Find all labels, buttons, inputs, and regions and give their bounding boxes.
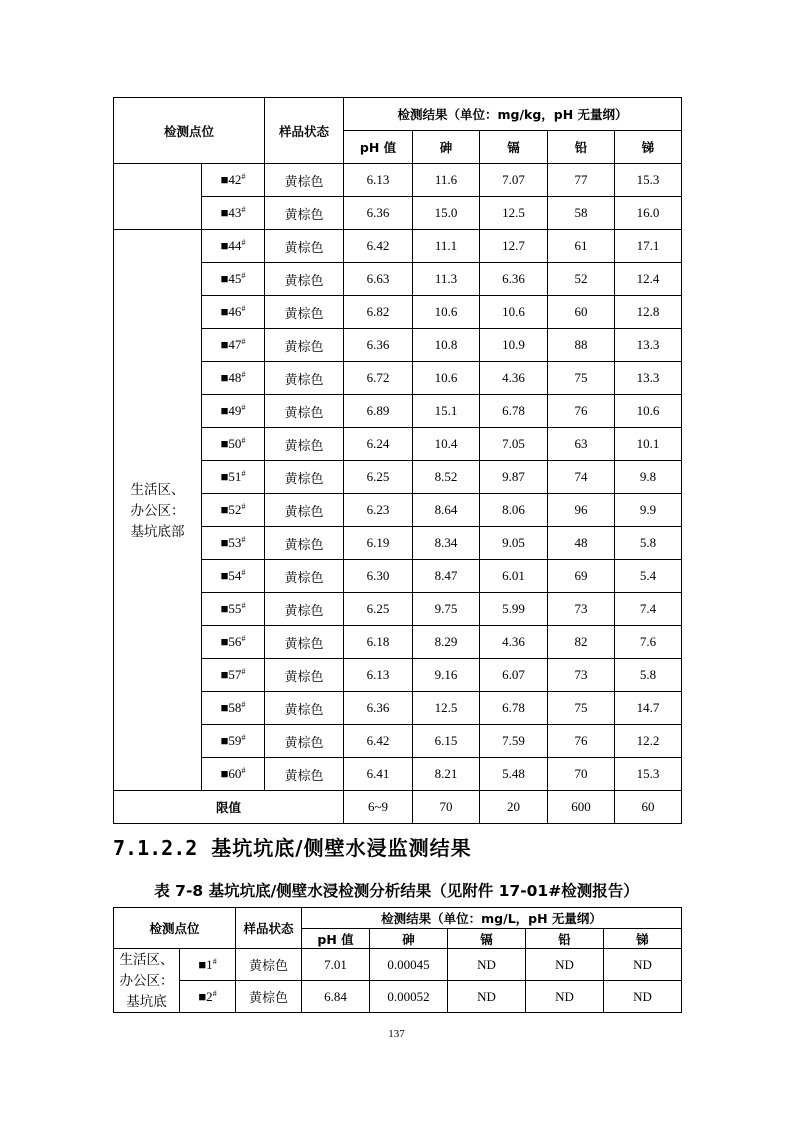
sample-id-text: ■57 <box>220 667 242 682</box>
limit-ph: 6~9 <box>344 791 413 824</box>
value-cd: 9.05 <box>480 527 548 560</box>
sample-id <box>202 362 265 395</box>
value-cd: 6.01 <box>480 560 548 593</box>
value-ph: 6.82 <box>344 296 413 329</box>
value-sb: 10.6 <box>615 395 682 428</box>
value-pb: 48 <box>548 527 615 560</box>
sample-id-mark: # <box>241 436 246 445</box>
sample-state: 黄棕色 <box>265 527 344 560</box>
value-as: 9.75 <box>413 593 480 626</box>
t2-header-results: 检测结果（单位：mg/L，pH 无量纲） <box>302 908 682 929</box>
value-sb: 15.3 <box>615 758 682 791</box>
value-cd: 5.48 <box>480 758 548 791</box>
value-pb: 88 <box>548 329 615 362</box>
sample-id-text: ■49 <box>220 403 242 418</box>
sample-id-text: ■2 <box>198 988 213 1004</box>
value-ph: 6.72 <box>344 362 413 395</box>
sample-id-text: ■44 <box>220 238 242 253</box>
sample-id-text: ■50 <box>220 436 242 451</box>
value-pb: 75 <box>548 362 615 395</box>
sample-state: 黄棕色 <box>265 725 344 758</box>
sample-id-mark: # <box>241 601 246 610</box>
sample-id <box>202 164 265 197</box>
sample-id-text: ■1 <box>198 956 213 972</box>
t2-header-col-sb: 锑 <box>604 929 682 949</box>
sample-id-mark: # <box>241 469 246 478</box>
value-ph: 6.30 <box>344 560 413 593</box>
value-sb: 16.0 <box>615 197 682 230</box>
empty-location-cell <box>114 164 202 230</box>
sample-id <box>202 263 265 296</box>
t2-header-sample-state: 样品状态 <box>236 908 302 949</box>
value-pb: 76 <box>548 725 615 758</box>
value-ph: 6.84 <box>302 981 370 1013</box>
sample-state: 黄棕色 <box>265 593 344 626</box>
limit-label: 限值 <box>114 791 344 824</box>
sample-state: 黄棕色 <box>236 981 302 1013</box>
value-sb: 9.9 <box>615 494 682 527</box>
sample-id-text: ■46 <box>220 304 242 319</box>
group-location: 生活区、办公区：基坑底 <box>114 949 180 1013</box>
value-sb: 7.4 <box>615 593 682 626</box>
value-as: 0.00045 <box>370 949 448 981</box>
sample-id-text: ■48 <box>220 370 242 385</box>
sample-id-mark: # <box>241 172 246 181</box>
value-pb: 60 <box>548 296 615 329</box>
sample-id-mark: # <box>241 634 246 643</box>
value-sb: 13.3 <box>615 362 682 395</box>
sample-id-mark: # <box>241 205 246 214</box>
value-as: 0.00052 <box>370 981 448 1013</box>
sample-state: 黄棕色 <box>265 395 344 428</box>
value-as: 8.47 <box>413 560 480 593</box>
header-col-cd: 镉 <box>480 131 548 164</box>
value-cd: ND <box>448 981 526 1013</box>
sample-id <box>202 659 265 692</box>
sample-id <box>202 230 265 263</box>
value-as: 10.6 <box>413 296 480 329</box>
sample-state: 黄棕色 <box>265 461 344 494</box>
sample-id-text: ■45 <box>220 271 242 286</box>
value-pb: 73 <box>548 593 615 626</box>
value-as: 10.6 <box>413 362 480 395</box>
value-as: 11.3 <box>413 263 480 296</box>
value-cd: 10.9 <box>480 329 548 362</box>
sample-id <box>202 593 265 626</box>
value-as: 8.64 <box>413 494 480 527</box>
value-ph: 6.42 <box>344 725 413 758</box>
value-pb: 75 <box>548 692 615 725</box>
value-cd: 7.05 <box>480 428 548 461</box>
value-as: 11.1 <box>413 230 480 263</box>
section-number: 7.1.2.2 <box>113 836 198 860</box>
value-cd: 8.06 <box>480 494 548 527</box>
value-as: 10.8 <box>413 329 480 362</box>
value-pb: 96 <box>548 494 615 527</box>
header-col-ph: pH 值 <box>344 131 413 164</box>
table-row <box>114 981 682 1013</box>
sample-id-mark: # <box>241 271 246 280</box>
sample-id <box>202 560 265 593</box>
value-cd: ND <box>448 949 526 981</box>
value-cd: 12.5 <box>480 197 548 230</box>
sample-id <box>202 626 265 659</box>
value-as: 8.21 <box>413 758 480 791</box>
table-caption: 表 7-8 基坑坑底/侧壁水浸检测分析结果（见附件 17-01#检测报告） <box>154 882 639 900</box>
sample-id-mark: # <box>241 568 246 577</box>
limit-sb: 60 <box>615 791 682 824</box>
limit-cd: 20 <box>480 791 548 824</box>
sample-state: 黄棕色 <box>265 263 344 296</box>
sample-id-text: ■56 <box>220 634 242 649</box>
t2-header-col-cd: 镉 <box>448 929 526 949</box>
sample-state: 黄棕色 <box>265 164 344 197</box>
t2-header-col-as: 砷 <box>370 929 448 949</box>
header-sample-state: 样品状态 <box>265 98 344 164</box>
sample-id-mark: # <box>241 667 246 676</box>
value-pb: 52 <box>548 263 615 296</box>
value-cd: 6.36 <box>480 263 548 296</box>
value-pb: ND <box>526 949 604 981</box>
value-pb: 63 <box>548 428 615 461</box>
sample-id-mark: # <box>241 403 246 412</box>
value-ph: 6.36 <box>344 692 413 725</box>
value-ph: 7.01 <box>302 949 370 981</box>
value-ph: 6.25 <box>344 461 413 494</box>
value-ph: 6.41 <box>344 758 413 791</box>
value-cd: 4.36 <box>480 626 548 659</box>
value-sb: 7.6 <box>615 626 682 659</box>
value-ph: 6.18 <box>344 626 413 659</box>
water-results-table <box>113 907 682 1013</box>
value-sb: 15.3 <box>615 164 682 197</box>
value-as: 8.29 <box>413 626 480 659</box>
sample-state: 黄棕色 <box>265 296 344 329</box>
sample-id <box>202 296 265 329</box>
sample-state: 黄棕色 <box>265 494 344 527</box>
value-cd: 7.59 <box>480 725 548 758</box>
sample-id-mark: # <box>241 238 246 247</box>
sample-id-mark: # <box>241 370 246 379</box>
value-sb: 12.2 <box>615 725 682 758</box>
sample-id <box>202 692 265 725</box>
value-sb: 12.4 <box>615 263 682 296</box>
section-title: 基坑坑底/侧壁水浸监测结果 <box>211 836 472 860</box>
value-cd: 10.6 <box>480 296 548 329</box>
value-pb: 74 <box>548 461 615 494</box>
sample-id-text: ■51 <box>220 469 242 484</box>
sample-id <box>202 197 265 230</box>
sample-id-text: ■53 <box>220 535 242 550</box>
table-row <box>114 164 682 197</box>
value-as: 6.15 <box>413 725 480 758</box>
sample-id-text: ■43 <box>220 205 242 220</box>
sample-state: 黄棕色 <box>265 560 344 593</box>
value-as: 15.1 <box>413 395 480 428</box>
value-pb: 82 <box>548 626 615 659</box>
limit-as: 70 <box>413 791 480 824</box>
sample-id-mark: # <box>212 988 217 998</box>
sample-id <box>202 428 265 461</box>
sample-id <box>202 329 265 362</box>
section-heading <box>113 832 472 861</box>
header-col-sb: 锑 <box>615 131 682 164</box>
value-cd: 12.7 <box>480 230 548 263</box>
value-cd: 5.99 <box>480 593 548 626</box>
value-ph: 6.13 <box>344 164 413 197</box>
value-ph: 6.13 <box>344 659 413 692</box>
soil-results-table <box>113 97 682 824</box>
value-as: 9.16 <box>413 659 480 692</box>
value-cd: 6.07 <box>480 659 548 692</box>
value-pb: 58 <box>548 197 615 230</box>
value-sb: 17.1 <box>615 230 682 263</box>
value-pb: 70 <box>548 758 615 791</box>
sample-state: 黄棕色 <box>265 428 344 461</box>
value-ph: 6.89 <box>344 395 413 428</box>
sample-id <box>202 494 265 527</box>
sample-id-text: ■47 <box>220 337 242 352</box>
value-as: 8.34 <box>413 527 480 560</box>
sample-id-text: ■52 <box>220 502 242 517</box>
sample-state: 黄棕色 <box>265 197 344 230</box>
sample-id <box>202 461 265 494</box>
sample-state: 黄棕色 <box>265 329 344 362</box>
sample-id-mark: # <box>241 733 246 742</box>
value-sb: 9.8 <box>615 461 682 494</box>
sample-id <box>202 395 265 428</box>
sample-id-text: ■60 <box>220 766 242 781</box>
value-as: 10.4 <box>413 428 480 461</box>
value-sb: 14.7 <box>615 692 682 725</box>
sample-state: 黄棕色 <box>265 659 344 692</box>
value-pb: 69 <box>548 560 615 593</box>
sample-state: 黄棕色 <box>236 949 302 981</box>
t2-header-col-pb: 铅 <box>526 929 604 949</box>
sample-id <box>180 981 236 1013</box>
sample-id <box>180 949 236 981</box>
sample-id <box>202 725 265 758</box>
value-sb: ND <box>604 949 682 981</box>
value-cd: 6.78 <box>480 395 548 428</box>
value-pb: 61 <box>548 230 615 263</box>
value-ph: 6.25 <box>344 593 413 626</box>
value-as: 15.0 <box>413 197 480 230</box>
value-ph: 6.24 <box>344 428 413 461</box>
value-as: 11.6 <box>413 164 480 197</box>
value-sb: 5.4 <box>615 560 682 593</box>
value-cd: 6.78 <box>480 692 548 725</box>
value-cd: 9.87 <box>480 461 548 494</box>
sample-id-mark: # <box>241 304 246 313</box>
value-pb: 73 <box>548 659 615 692</box>
value-as: 12.5 <box>413 692 480 725</box>
value-ph: 6.36 <box>344 329 413 362</box>
value-sb: ND <box>604 981 682 1013</box>
sample-state: 黄棕色 <box>265 758 344 791</box>
sample-id-text: ■54 <box>220 568 242 583</box>
group-location: 生活区、办公区：基坑底部 <box>114 230 202 791</box>
value-pb: ND <box>526 981 604 1013</box>
sample-state: 黄棕色 <box>265 692 344 725</box>
sample-state: 黄棕色 <box>265 362 344 395</box>
sample-state: 黄棕色 <box>265 230 344 263</box>
sample-id-mark: # <box>241 502 246 511</box>
sample-id-text: ■42 <box>220 172 242 187</box>
table-row <box>114 230 682 263</box>
value-ph: 6.19 <box>344 527 413 560</box>
t2-header-col-ph: pH 值 <box>302 929 370 949</box>
sample-id-mark: # <box>241 766 246 775</box>
value-as: 8.52 <box>413 461 480 494</box>
value-sb: 5.8 <box>615 527 682 560</box>
sample-id-mark: # <box>241 337 246 346</box>
sample-id <box>202 527 265 560</box>
value-sb: 12.8 <box>615 296 682 329</box>
value-ph: 6.63 <box>344 263 413 296</box>
table-row <box>114 949 682 981</box>
value-ph: 6.36 <box>344 197 413 230</box>
header-location: 检测点位 <box>114 98 265 164</box>
value-ph: 6.42 <box>344 230 413 263</box>
value-ph: 6.23 <box>344 494 413 527</box>
sample-id-text: ■58 <box>220 700 242 715</box>
header-results: 检测结果（单位：mg/kg，pH 无量纲） <box>344 98 682 131</box>
header-col-as: 砷 <box>413 131 480 164</box>
value-cd: 7.07 <box>480 164 548 197</box>
header-col-pb: 铅 <box>548 131 615 164</box>
sample-id-text: ■59 <box>220 733 242 748</box>
value-sb: 10.1 <box>615 428 682 461</box>
page-number: 137 <box>388 1028 405 1040</box>
sample-id-mark: # <box>241 700 246 709</box>
sample-id-mark: # <box>212 956 217 966</box>
sample-id-mark: # <box>241 535 246 544</box>
t2-header-location: 检测点位 <box>114 908 236 949</box>
value-cd: 4.36 <box>480 362 548 395</box>
sample-state: 黄棕色 <box>265 626 344 659</box>
value-pb: 77 <box>548 164 615 197</box>
value-sb: 13.3 <box>615 329 682 362</box>
sample-id-text: ■55 <box>220 601 242 616</box>
value-pb: 76 <box>548 395 615 428</box>
sample-id <box>202 758 265 791</box>
value-sb: 5.8 <box>615 659 682 692</box>
limit-pb: 600 <box>548 791 615 824</box>
